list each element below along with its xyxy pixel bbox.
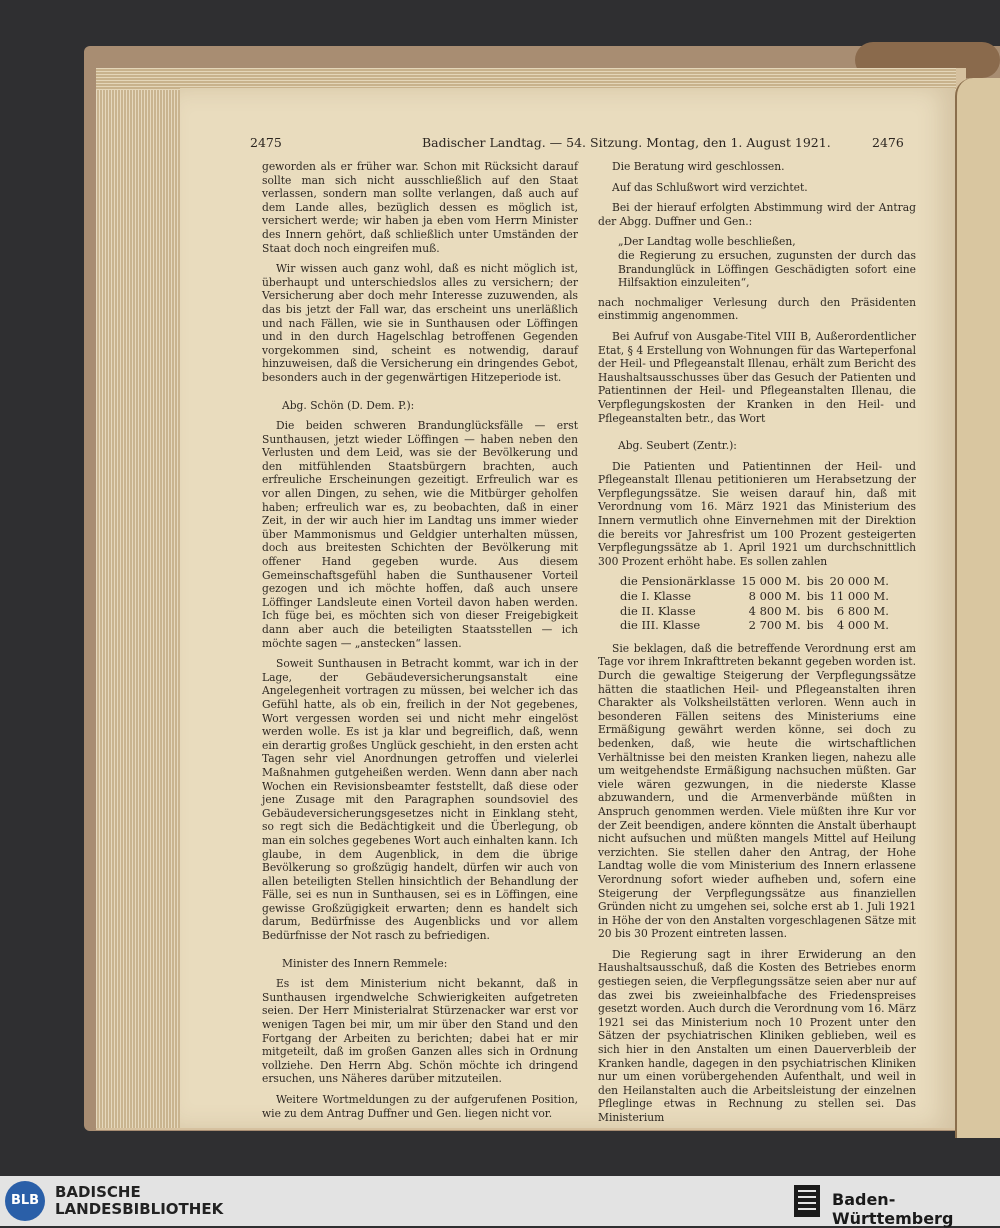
table-cell: bis <box>806 603 824 618</box>
paragraph: Soweit Sunthausen in Betracht kommt, war ich in der Lage, der Gebäudeversicherungsanstalt eine Angelegenheit vortragen zu müssen, bei welcher ich das Gefühl hatte, als ob ein, freilich in der Not gegebenes, Wort vergessen worden sei und nicht mehr eingelöst werden wolle. Es ist ja klar und begreiflich, daß, wenn ein derartig großes Unglück geschieht, in den ersten acht Tagen sehr viel Anordnungen getroffen und vielerlei Maßnahmen gutgeheißen werden. Wenn dann aber nach Wochen ein Revisionsbeamter feststellt, daß diese oder jene Zusage mit den Paragraphen soundsoviel des Gebäudeversicherungsgesetzes nicht in Einklang steht, so regt sich die Bedächtigkeit und die Überlegung, ob man ein solches gegebenes Wort auch einhalten kann. Ich glaube, in dem Augenblick, in dem die übrige Bevölkerung so großzügig handelt, dürfen wir auch von allen beteiligten Stellen hinsichtlich der Behandlung der Fälle, sei es nun in Sunthausen, sei es in Löffingen, eine gewisse Großzügigkeit erwarten; denn es handelt sich darum, Bedürfnisse des Augenblicks und vor allem Bedürfnisse der Not rasch zu befriedigen. <box>262 657 578 943</box>
table-cell: die III. Klasse <box>620 618 701 633</box>
paragraph: nach nochmaliger Verlesung durch den Präsidenten einstimmig angenommen. <box>598 295 916 323</box>
table-cell: 8 000 M. <box>748 589 801 604</box>
table-row <box>620 605 895 620</box>
paragraph: Sie beklagen, daß die betreffende Verordnung erst am Tage vor ihrem Inkrafttreten bekannt gegeben worden ist. Durch die gewaltige Steigerung der Verpflegungssätze hätten die staatlichen Heil- und Pflegeanstalten ihren Charakter als Volksheilstätten verloren. Wenn auch in besonderen Fällen seitens des Ministeriums eine Ermäßigung gewährt werden könne, sei doch zu bedenken, daß, wie heute die wirtschaftlichen Verhältnisse bei den meisten Kranken liegen, nahezu alle um weitgehendste Ermäßigung nachsuchen müßten. Gar viele wären gezwungen, in die niederste Klasse abzuwandern, und die Armenverbände müßten in Anspruch genommen werden. Viele müßten ihre Kur vor der Zeit beendigen, andere könnten die Anstalt überhaupt nicht aufsuchen und müßten mangels Mittel auf Heilung verzichten. Sie stellen daher den Antrag, der Hohe Landtag wolle die vom Ministerium des Innern erlassene Verordnung sofort wieder aufheben und, sofern eine Steigerung der Verpflegungssätze aus finanziellen Gründen nicht zu umgehen sei, solche erst ab 1. Juli 1921 in Höhe der von den Anstalten vorgeschlagenen Sätze mit 20 bis 30 Prozent eintreten lassen. <box>598 641 916 941</box>
table-row <box>620 590 895 605</box>
blb-logo[interactable]: BLB <box>5 1181 45 1221</box>
quote-line: die Regierung zu ersuchen, zugunsten der durch das Brandunglück in Löffingen Geschädigten sofort eine Hilfsaktion einzuleiten“, <box>618 248 916 290</box>
paragraph: Die Regierung sagt in ihrer Erwiderung an den Haushaltsausschuß, daß die Kosten des Betriebes enorm gestiegen seien, die Verpflegungssätze seien aber nur auf das zwei bis zweieinhalbfache des Friedenspreises gesetzt worden. Auch durch die Verordnung vom 16. März 1921 sei das Ministerium noch 10 Prozent unter den Sätzen der psychiatrischen Kliniken geblieben, weil es sich hier in den Anstalten um einen Dauerverbleib der Kranken handle, dagegen in den psychiatrischen Kliniken nur um einen vorübergehenden Aufenthalt, und weil in den Heilanstalten auch die Arbeitsleistung der einzelnen Pfleglinge etwas in Rechnung zu stellen sei. Das Ministerium <box>598 947 916 1124</box>
motion-quote <box>618 235 916 289</box>
paragraph: geworden als er früher war. Schon mit Rücksicht darauf sollte man sich nicht ausschließlich auf den Staat verlassen, sondern man sollte verlangen, daß auch auf dem Lande alles, bezüglich dessen es möglich ist, versichert werde; wir haben ja eben vom Herrn Minister des Innern gehört, daß schließlich unter Umständen der Staat doch noch eingreifen muß. <box>262 160 578 255</box>
library-name-line1: BADISCHE <box>55 1183 141 1201</box>
table-cell: die I. Klasse <box>620 589 692 604</box>
table-cell: 11 000 M. <box>829 589 889 604</box>
paragraph: Die Patienten und Patientinnen der Heil- und Pflegeanstalt Illenau petitionieren um Herabsetzung der Verpflegungssätze. Sie weisen darauf hin, daß mit Verordnung vom 16. März 1921 das Ministerium des Innern vermutlich ohne Einvernehmen mit der Direktion die bereits vor Jahresfrist um 100 Prozent gesteigerten Verpflegungssätze ab 1. April 1921 um durchschnittlich 300 Prozent erhöht habe. Es sollen zahlen <box>598 459 916 568</box>
table-cell: bis <box>806 574 824 589</box>
rates-table <box>620 575 895 633</box>
left-column <box>262 160 578 1127</box>
page-edges-top <box>96 68 956 90</box>
speaker-heading: Abg. Seubert (Zentr.): <box>618 439 737 453</box>
table-cell: 4 000 M. <box>836 618 889 633</box>
page-number-right: 2476 <box>872 135 904 150</box>
table-cell: 4 800 M. <box>748 603 801 618</box>
paragraph: Die Beratung wird geschlossen. <box>612 160 785 173</box>
library-footer <box>0 1176 1000 1226</box>
paragraph: Bei Aufruf von Ausgabe-Titel VIII B, Außerordentlicher Etat, § 4 Erstellung von Wohnungen für das Warteperfonal der Heil- und Pflegeanstalt Illenau, erhält zum Bericht des Haushaltsausschusses über das Gesuch der Patienten und Patientinnen der Heil- und Pflegeanstalten Illenau, die Verpflegungskosten der Kranken in den Heil- und Pflegeanstalten betr., das Wort <box>598 329 916 425</box>
table-cell: bis <box>806 589 824 604</box>
table-cell: die II. Klasse <box>620 603 696 618</box>
table-row <box>620 575 895 590</box>
page-edges <box>96 72 182 1128</box>
library-name-line2: LANDESBIBLIOTHEK <box>55 1200 224 1218</box>
paragraph: Weitere Wortmeldungen zu der aufgerufenen Position, wie zu dem Antrag Duffner und Gen. liegen nicht vor. <box>262 1093 578 1120</box>
table-cell: 2 700 M. <box>748 618 801 633</box>
facing-page-fragment <box>955 78 1000 1138</box>
state-name[interactable]: Baden-Württemberg <box>832 1190 954 1228</box>
table-cell: 20 000 M. <box>829 574 889 589</box>
page-number-left: 2475 <box>250 135 282 150</box>
coat-of-arms-icon <box>792 1182 822 1220</box>
speaker-heading: Abg. Schön (D. Dem. P.): <box>282 398 415 412</box>
speaker-heading: Minister des Innern Remmele: <box>282 956 448 970</box>
table-cell: bis <box>806 618 824 633</box>
paragraph: Auf das Schlußwort wird verzichtet. <box>612 180 808 194</box>
quote-line: „Der Landtag wolle beschließen, <box>618 235 796 249</box>
right-column <box>598 160 916 1132</box>
table-cell: die Pensionärklasse <box>620 574 736 589</box>
paragraph: Die beiden schweren Brandunglücksfälle — erst Sunthausen, jetzt wieder Löffingen — haben neben den Verlusten und dem Leid, was sie der Bevölkerung und den mitfühlenden Staatsbürgern brachten, auch erfreuliche Erscheinungen gezeitigt. Erfreulich war es vor allen Dingen, zu sehen, wie die Mitbürger geholfen haben; erfreulich war es, zu beobachten, daß in einer Zeit, in der wir auch hier im Landtag uns immer wieder über Mammonismus und Geldgier unterhalten müssen, doch aus breitesten Schichten der Bevölkerung mit offener Hand gegeben wurde. Aus diesem Gemeinschaftsgefühl haben die Sunthausener Vorteil gezogen und ich möchte hoffen, daß auch unsere Löffinger Landsleute einen Vorteil davon haben werden. Ich füge bei, es möchten sich von dieser Freigebigkeit dann aber auch die beteiligten Staatsstellen — ich möchte sagen — „anstecken“ lassen. <box>262 419 578 650</box>
table-row <box>620 619 895 634</box>
paragraph: Bei der hierauf erfolgten Abstimmung wird der Antrag der Abgg. Duffner und Gen.: <box>598 201 916 228</box>
table-cell: 15 000 M. <box>741 574 801 589</box>
library-name[interactable] <box>55 1184 223 1218</box>
paragraph: Es ist dem Ministerium nicht bekannt, daß in Sunthausen irgendwelche Schwierigkeiten aufgetreten seien. Der Herr Ministerialrat Stürzenacker war erst vor wenigen Tagen bei mir, um mir über den Stand und den Fortgang der Arbeiten zu berichten; dabei hat er mir mitgeteilt, daß im großen Ganzen alles sich in Ordnung vollziehe. Den Herrn Abg. Schön möchte ich dringend ersuchen, uns Näheres darüber mitzuteilen. <box>262 977 578 1086</box>
table-cell: 6 800 M. <box>836 603 889 618</box>
running-title: Badischer Landtag. — 54. Sitzung. Montag, den 1. August 1921. <box>422 135 831 150</box>
paragraph: Wir wissen auch ganz wohl, daß es nicht möglich ist, überhaupt und unterschiedslos alles zu versichern; der Versicherung aber doch mehr Interesse zuzuwenden, als das bis jetzt der Fall war, das erscheint uns unerläßlich und nach Fällen, wie sie in Sunthausen oder Löffingen und in den durch Hagelschlag betroffenen Gegenden vorgekommen sind, scheint es notwendig, darauf hinzuweisen, daß die Versicherung ein dringendes Gebot, besonders auch in der gegenwärtigen Hitzeperiode ist. <box>262 262 578 384</box>
